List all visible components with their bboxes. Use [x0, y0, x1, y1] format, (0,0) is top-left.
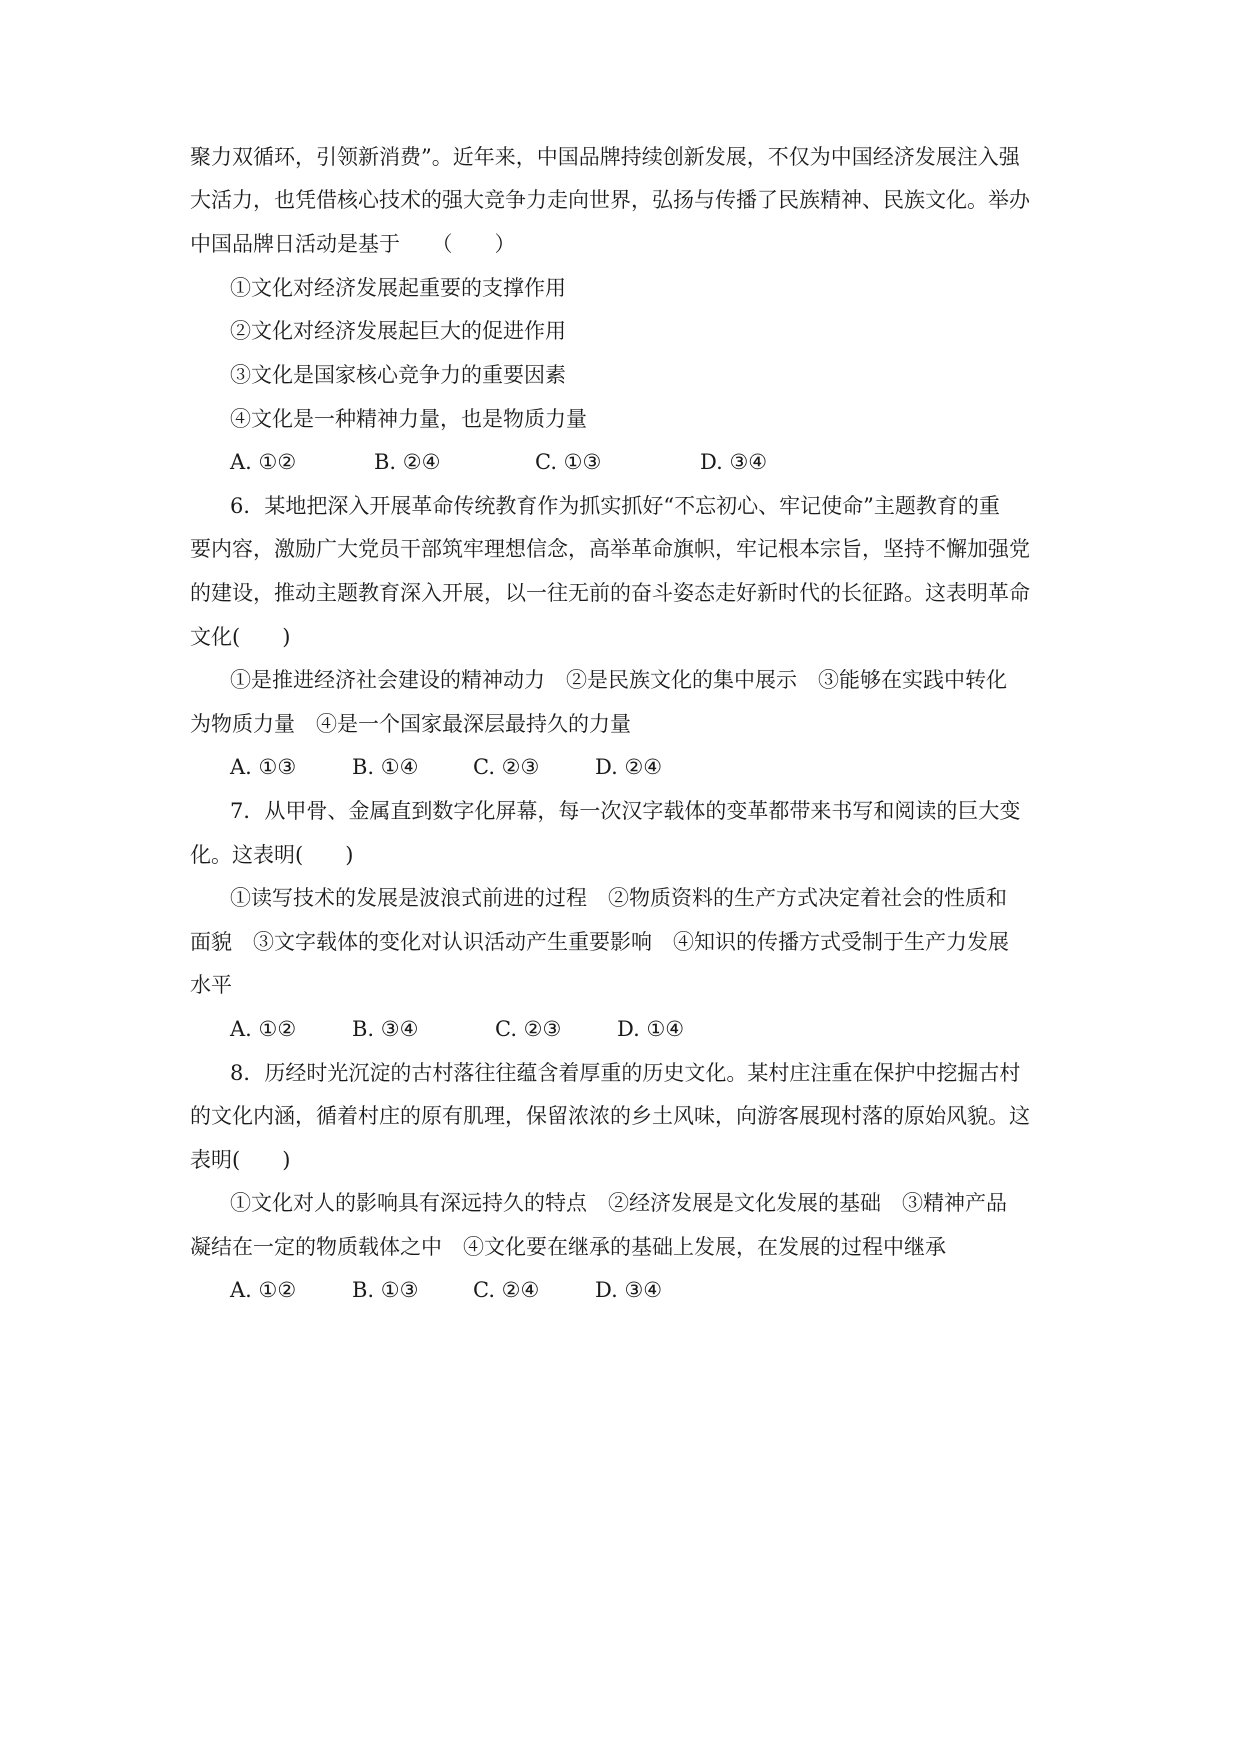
q8-option-a: A. ①② — [230, 1278, 297, 1302]
q8-stem-line-1: 8．历经时光沉淀的古村落往往蕴含着厚重的历史文化。某村庄注重在保护中挖掘古村 — [230, 1061, 1021, 1085]
q5-stem-line-1: 聚力双循环，引领新消费”。近年来，中国品牌持续创新发展，不仅为中国经济发展注入强 — [190, 145, 1020, 169]
q8-option-d: D. ③④ — [595, 1278, 663, 1302]
q7-option-d: D. ①④ — [617, 1017, 685, 1041]
q8-options — [230, 1275, 663, 1305]
q6-stem-line-4: 文化( ) — [190, 625, 291, 649]
q6-statements-line-1: ①是推进经济社会建设的精神动力 ②是民族文化的集中展示 ③能够在实践中转化 — [230, 668, 1007, 692]
q8-statements-line-1: ①文化对人的影响具有深远持久的特点 ②经济发展是文化发展的基础 ③精神产品 — [230, 1191, 1007, 1215]
q5-stem-line-3: 中国品牌日活动是基于 （ ） — [190, 232, 516, 256]
q7-option-c: C. ②③ — [495, 1017, 562, 1041]
q6-statements-line-2: 为物质力量 ④是一个国家最深层最持久的力量 — [190, 712, 631, 736]
q6-option-b: B. ①④ — [352, 755, 419, 779]
q8-statements-line-2: 凝结在一定的物质载体之中 ④文化要在继承的基础上发展，在发展的过程中继承 — [190, 1235, 946, 1259]
q5-statement-3: ③文化是国家核心竞争力的重要因素 — [230, 363, 566, 387]
q6-option-a: A. ①③ — [230, 755, 297, 779]
q6-stem-line-3: 的建设，推动主题教育深入开展，以一往无前的奋斗姿态走好新时代的长征路。这表明革命 — [190, 581, 1030, 605]
q5-statement-1: ①文化对经济发展起重要的支撑作用 — [230, 276, 566, 300]
q7-option-a: A. ①② — [230, 1017, 297, 1041]
q6-option-d: D. ②④ — [595, 755, 663, 779]
q8-option-b: B. ①③ — [352, 1278, 419, 1302]
q5-option-b: B. ②④ — [374, 450, 441, 474]
q7-option-b: B. ③④ — [352, 1017, 419, 1041]
q8-stem-line-2: 的文化内涵，循着村庄的原有肌理，保留浓浓的乡土风味，向游客展现村落的原始风貌。这 — [190, 1104, 1030, 1128]
q7-statements-line-2: 面貌 ③文字载体的变化对认识活动产生重要影响 ④知识的传播方式受制于生产力发展 — [190, 930, 1009, 954]
q5-statement-2: ②文化对经济发展起巨大的促进作用 — [230, 319, 566, 343]
q7-stem-line-1: 7．从甲骨、金属直到数字化屏幕，每一次汉字载体的变革都带来书写和阅读的巨大变 — [230, 799, 1021, 823]
q5-option-d: D. ③④ — [700, 450, 768, 474]
q6-stem-line-2: 要内容，激励广大党员干部筑牢理想信念，高举革命旗帜，牢记根本宗旨，坚持不懈加强党 — [190, 537, 1030, 561]
q5-stem-line-2: 大活力，也凭借核心技术的强大竞争力走向世界，弘扬与传播了民族精神、民族文化。举办 — [190, 188, 1030, 212]
q5-statement-4: ④文化是一种精神力量，也是物质力量 — [230, 407, 587, 431]
q7-stem-line-2: 化。这表明( ) — [190, 843, 354, 867]
q6-option-c: C. ②③ — [473, 755, 540, 779]
q5-option-c: C. ①③ — [535, 450, 602, 474]
q7-statements-line-1: ①读写技术的发展是波浪式前进的过程 ②物质资料的生产方式决定着社会的性质和 — [230, 886, 1007, 910]
q7-options — [230, 1014, 685, 1044]
q7-statements-line-3: 水平 — [190, 973, 232, 997]
q5-options — [230, 447, 768, 477]
q6-options — [230, 752, 663, 782]
q8-option-c: C. ②④ — [473, 1278, 540, 1302]
q5-option-a: A. ①② — [230, 450, 297, 474]
q6-stem-line-1: 6．某地把深入开展革命传统教育作为抓实抓好“不忘初心、牢记使命”主题教育的重 — [230, 494, 1000, 518]
q8-stem-line-3: 表明( ) — [190, 1148, 291, 1172]
